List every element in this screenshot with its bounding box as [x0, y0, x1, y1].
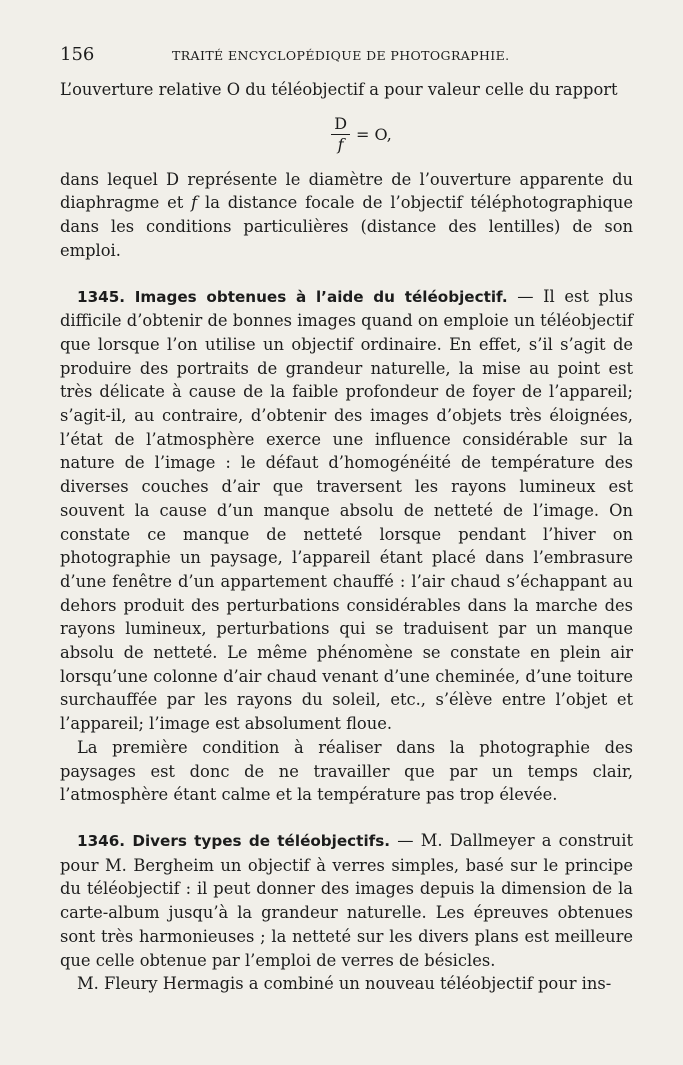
intro-p2-start: dans lequel D représente le diamètre de l’ouverture apparente du diaphragme et	[60, 169, 633, 213]
intro-paragraph-2	[60, 168, 633, 263]
section-1345	[60, 285, 633, 807]
formula-rhs: = O,	[356, 124, 392, 144]
section-1346-text: — M. Dallmeyer a construit pour M. Bergheim un objectif à verres simples, basé sur le principe du téléobjectif : il peut donner des images depuis la dimension de la carte-album jusqu’à la grandeur naturelle. Les épreuves obtenues sont très harmonieuses ; la netteté sur les divers plans est meilleure que celle obtenue par l’emploi de verres de bésicles.	[60, 830, 633, 970]
intro-p2-end: la distance focale de l’objectif téléphotographique dans les conditions particulières (distance des lentilles) de son emploi.	[60, 193, 633, 260]
page-header	[60, 44, 633, 68]
body-text	[60, 78, 633, 996]
section-1346	[60, 829, 633, 996]
formula-denominator: f	[337, 135, 344, 155]
running-title: TRAITÉ ENCYCLOPÉDIQUE DE PHOTOGRAPHIE.	[172, 48, 510, 63]
page-number: 156	[60, 44, 95, 65]
intro-paragraph-1: L’ouverture relative O du téléobjectif a pour valeur celle du rapport	[60, 80, 618, 99]
intro-p2-variable-f: f	[191, 193, 198, 213]
section-1345-paragraph-1	[60, 285, 633, 736]
formula	[90, 102, 633, 168]
section-1345-text: — Il est plus difficile d’obtenir de bonnes images quand on emploie un téléobjectif que lorsque l’on utilise un objectif ordinaire. En effet, s’il s’agit de produire des portraits de grandeur naturelle, la mise au point est très délicate à cause de la faible profondeur de foyer de l’appareil; s’agit-il, au contraire, d’obtenir des images d’objets très éloignées, l’état de l’atmosphère exerce une influence considérable sur la nature de l’image : le défaut d’homogénéité de température des diverses couches d’air que traversent les rayons lumineux est souvent la cause d’un manque absolu de netteté de l’image. On constate ce manque de netteté lorsque pendant l’hiver on photographie un paysage, l’appareil étant placé dans l’embrasure d’une fenêtre d’un appartement chauffé : l’air chaud s’échappant au dehors produit des perturbations considérables dans la marche des rayons lumineux, perturbations qui se traduisent par un manque absolu de netteté. Le même phénomène se constate en plein air lorsqu’une colonne d’air chaud venant d’une cheminée, d’une toiture surchauffée par les rayons du soleil, etc., s’élève entre l’objet et l’appareil; l’image est absolument floue.	[60, 286, 633, 734]
formula-fraction	[331, 114, 350, 155]
section-1345-heading: 1345. Images obtenues à l’aide du téléobjectif.	[77, 287, 508, 306]
formula-numerator: D	[331, 114, 350, 135]
section-1346-heading: 1346. Divers types de téléobjectifs.	[77, 831, 391, 850]
section-1346-paragraph-2: M. Fleury Hermagis a combiné un nouveau téléobjectif pour ins-	[77, 974, 612, 994]
section-1345-paragraph-2: La première condition à réaliser dans la photographie des paysages est donc de ne travailler que par un temps clair, l’atmosphère étant calme et la température pas trop élevée.	[60, 737, 633, 805]
section-1346-paragraph-1	[60, 829, 633, 972]
